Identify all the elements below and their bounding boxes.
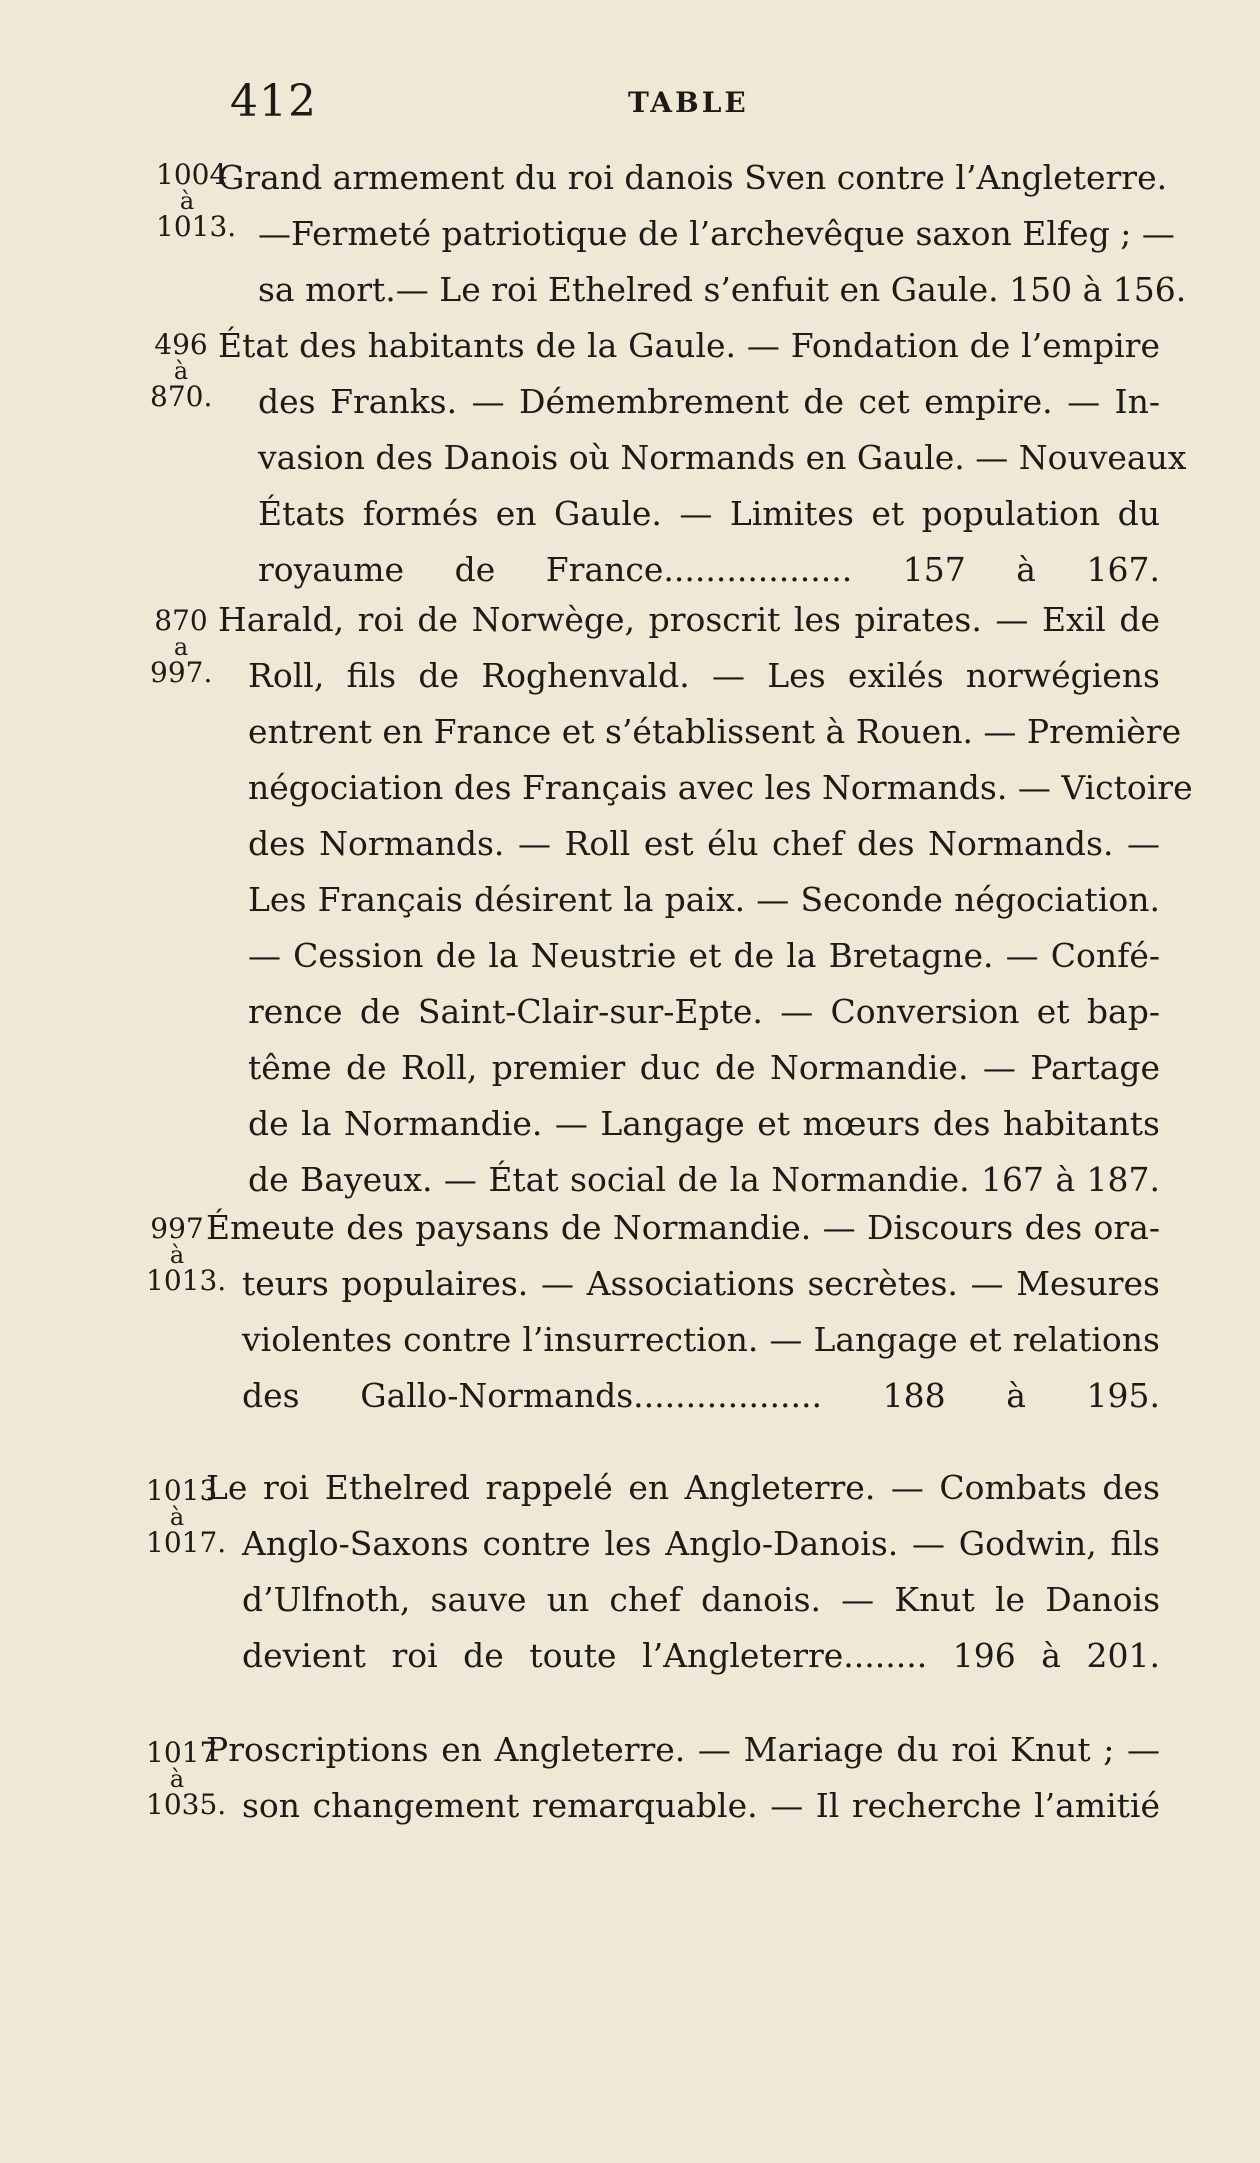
entry-line: d’Ulfnoth, sauve un chef danois. — Knut le Danois — [242, 1580, 1160, 1619]
date-from: 997 — [150, 1212, 204, 1245]
entry-line: teurs populaires. — Associations secrètes. — Mesures — [242, 1264, 1160, 1303]
entry-text — [206, 1722, 1160, 1834]
entry-text — [206, 1460, 1160, 1684]
date-to: 1013. — [156, 210, 237, 243]
entry-line: État des habitants de la Gaule. — Fondation de l’empire — [218, 326, 1160, 365]
date-from: 1017 — [146, 1736, 218, 1769]
entry-line: vasion des Danois où Normands en Gaule. — Nouveaux — [258, 438, 1187, 477]
entry-text — [218, 318, 1187, 598]
entry-line: Grand armement du roi danois Sven contre l’Angleterre. — [218, 158, 1168, 197]
date-range — [156, 158, 237, 243]
date-separator: à — [169, 1503, 185, 1531]
entry-line: des Normands. — Roll est élu chef des Normands. — — [248, 824, 1160, 863]
entry-line: Proscriptions en Angleterre. — Mariage du roi Knut ; — — [206, 1730, 1160, 1769]
date-from: 1013 — [146, 1474, 218, 1507]
entry-line: de la Normandie. — Langage et mœurs des habitants — [248, 1104, 1160, 1143]
entry-line: Émeute des paysans de Normandie. — Discours des ora- — [206, 1208, 1160, 1247]
entry-line: violentes contre l’insurrection. — Langage et relations — [242, 1320, 1160, 1359]
running-title: TABLE — [628, 86, 749, 119]
entry-line: — Cession de la Neustrie et de la Bretagne. — Confé- — [248, 936, 1160, 975]
date-separator: à — [179, 187, 195, 215]
entry-line: Le roi Ethelred rappelé en Angleterre. — Combats des — [206, 1468, 1160, 1507]
entry-line: Harald, roi de Norwège, proscrit les pirates. — Exil de — [218, 600, 1160, 639]
entry-line: son changement remarquable. — Il recherche l’amitié — [242, 1786, 1160, 1825]
date-from: 1004 — [156, 158, 228, 191]
entry-text — [218, 150, 1187, 318]
date-range — [146, 1736, 227, 1821]
date-to: 997. — [150, 656, 213, 689]
entry-line: États formés en Gaule. — Limites et population du — [258, 494, 1160, 533]
entry-line: Les Français désirent la paix. — Seconde négociation. — [248, 880, 1160, 919]
date-separator: a — [173, 633, 189, 661]
date-from: 496 — [154, 328, 208, 361]
entry-line: sa mort.— Le roi Ethelred s’enfuit en Gaule. 150 à 156. — [258, 270, 1187, 309]
entry-text — [218, 592, 1193, 1208]
entry-text — [206, 1200, 1160, 1424]
entry-line: Roll, fils de Roghenvald. — Les exilés norwégiens — [248, 656, 1160, 695]
entry-line: devient roi de toute l’Angleterre........ 196 à 201. — [242, 1636, 1160, 1675]
entry-line: des Gallo-Normands.................. 188 à 195. — [242, 1376, 1160, 1415]
date-range — [146, 1474, 227, 1559]
page-header — [0, 76, 1260, 136]
date-separator: à — [169, 1765, 185, 1793]
entry-line: de Bayeux. — État social de la Normandie. 167 à 187. — [248, 1160, 1160, 1199]
entry-line: négociation des Français avec les Normands. — Victoire — [248, 768, 1193, 807]
date-range — [146, 1212, 227, 1297]
entry-line: entrent en France et s’établissent à Rouen. — Première — [248, 712, 1182, 751]
entry-line: des Franks. — Démembrement de cet empire. — In- — [258, 382, 1160, 421]
date-range — [150, 606, 212, 688]
entry-line: rence de Saint-Clair-sur-Epte. — Conversion et bap- — [248, 992, 1160, 1031]
entry-line: —Fermeté patriotique de l’archevêque saxon Elfeg ; — — [258, 214, 1175, 253]
date-to: 1017. — [146, 1526, 227, 1559]
date-to: 1035. — [146, 1788, 227, 1821]
entry-line: royaume de France.................. 157 à 167. — [258, 550, 1160, 589]
date-to: 1013. — [146, 1264, 227, 1297]
date-to: 870. — [150, 380, 213, 413]
date-range — [150, 330, 212, 412]
entry-line: Anglo-Saxons contre les Anglo-Danois. — Godwin, fils — [242, 1524, 1160, 1563]
date-from: 870 — [154, 604, 208, 637]
date-separator: à — [169, 1241, 185, 1269]
date-separator: à — [173, 357, 189, 385]
page-number: 412 — [230, 76, 317, 127]
entry-line: tême de Roll, premier duc de Normandie. — Partage — [248, 1048, 1160, 1087]
